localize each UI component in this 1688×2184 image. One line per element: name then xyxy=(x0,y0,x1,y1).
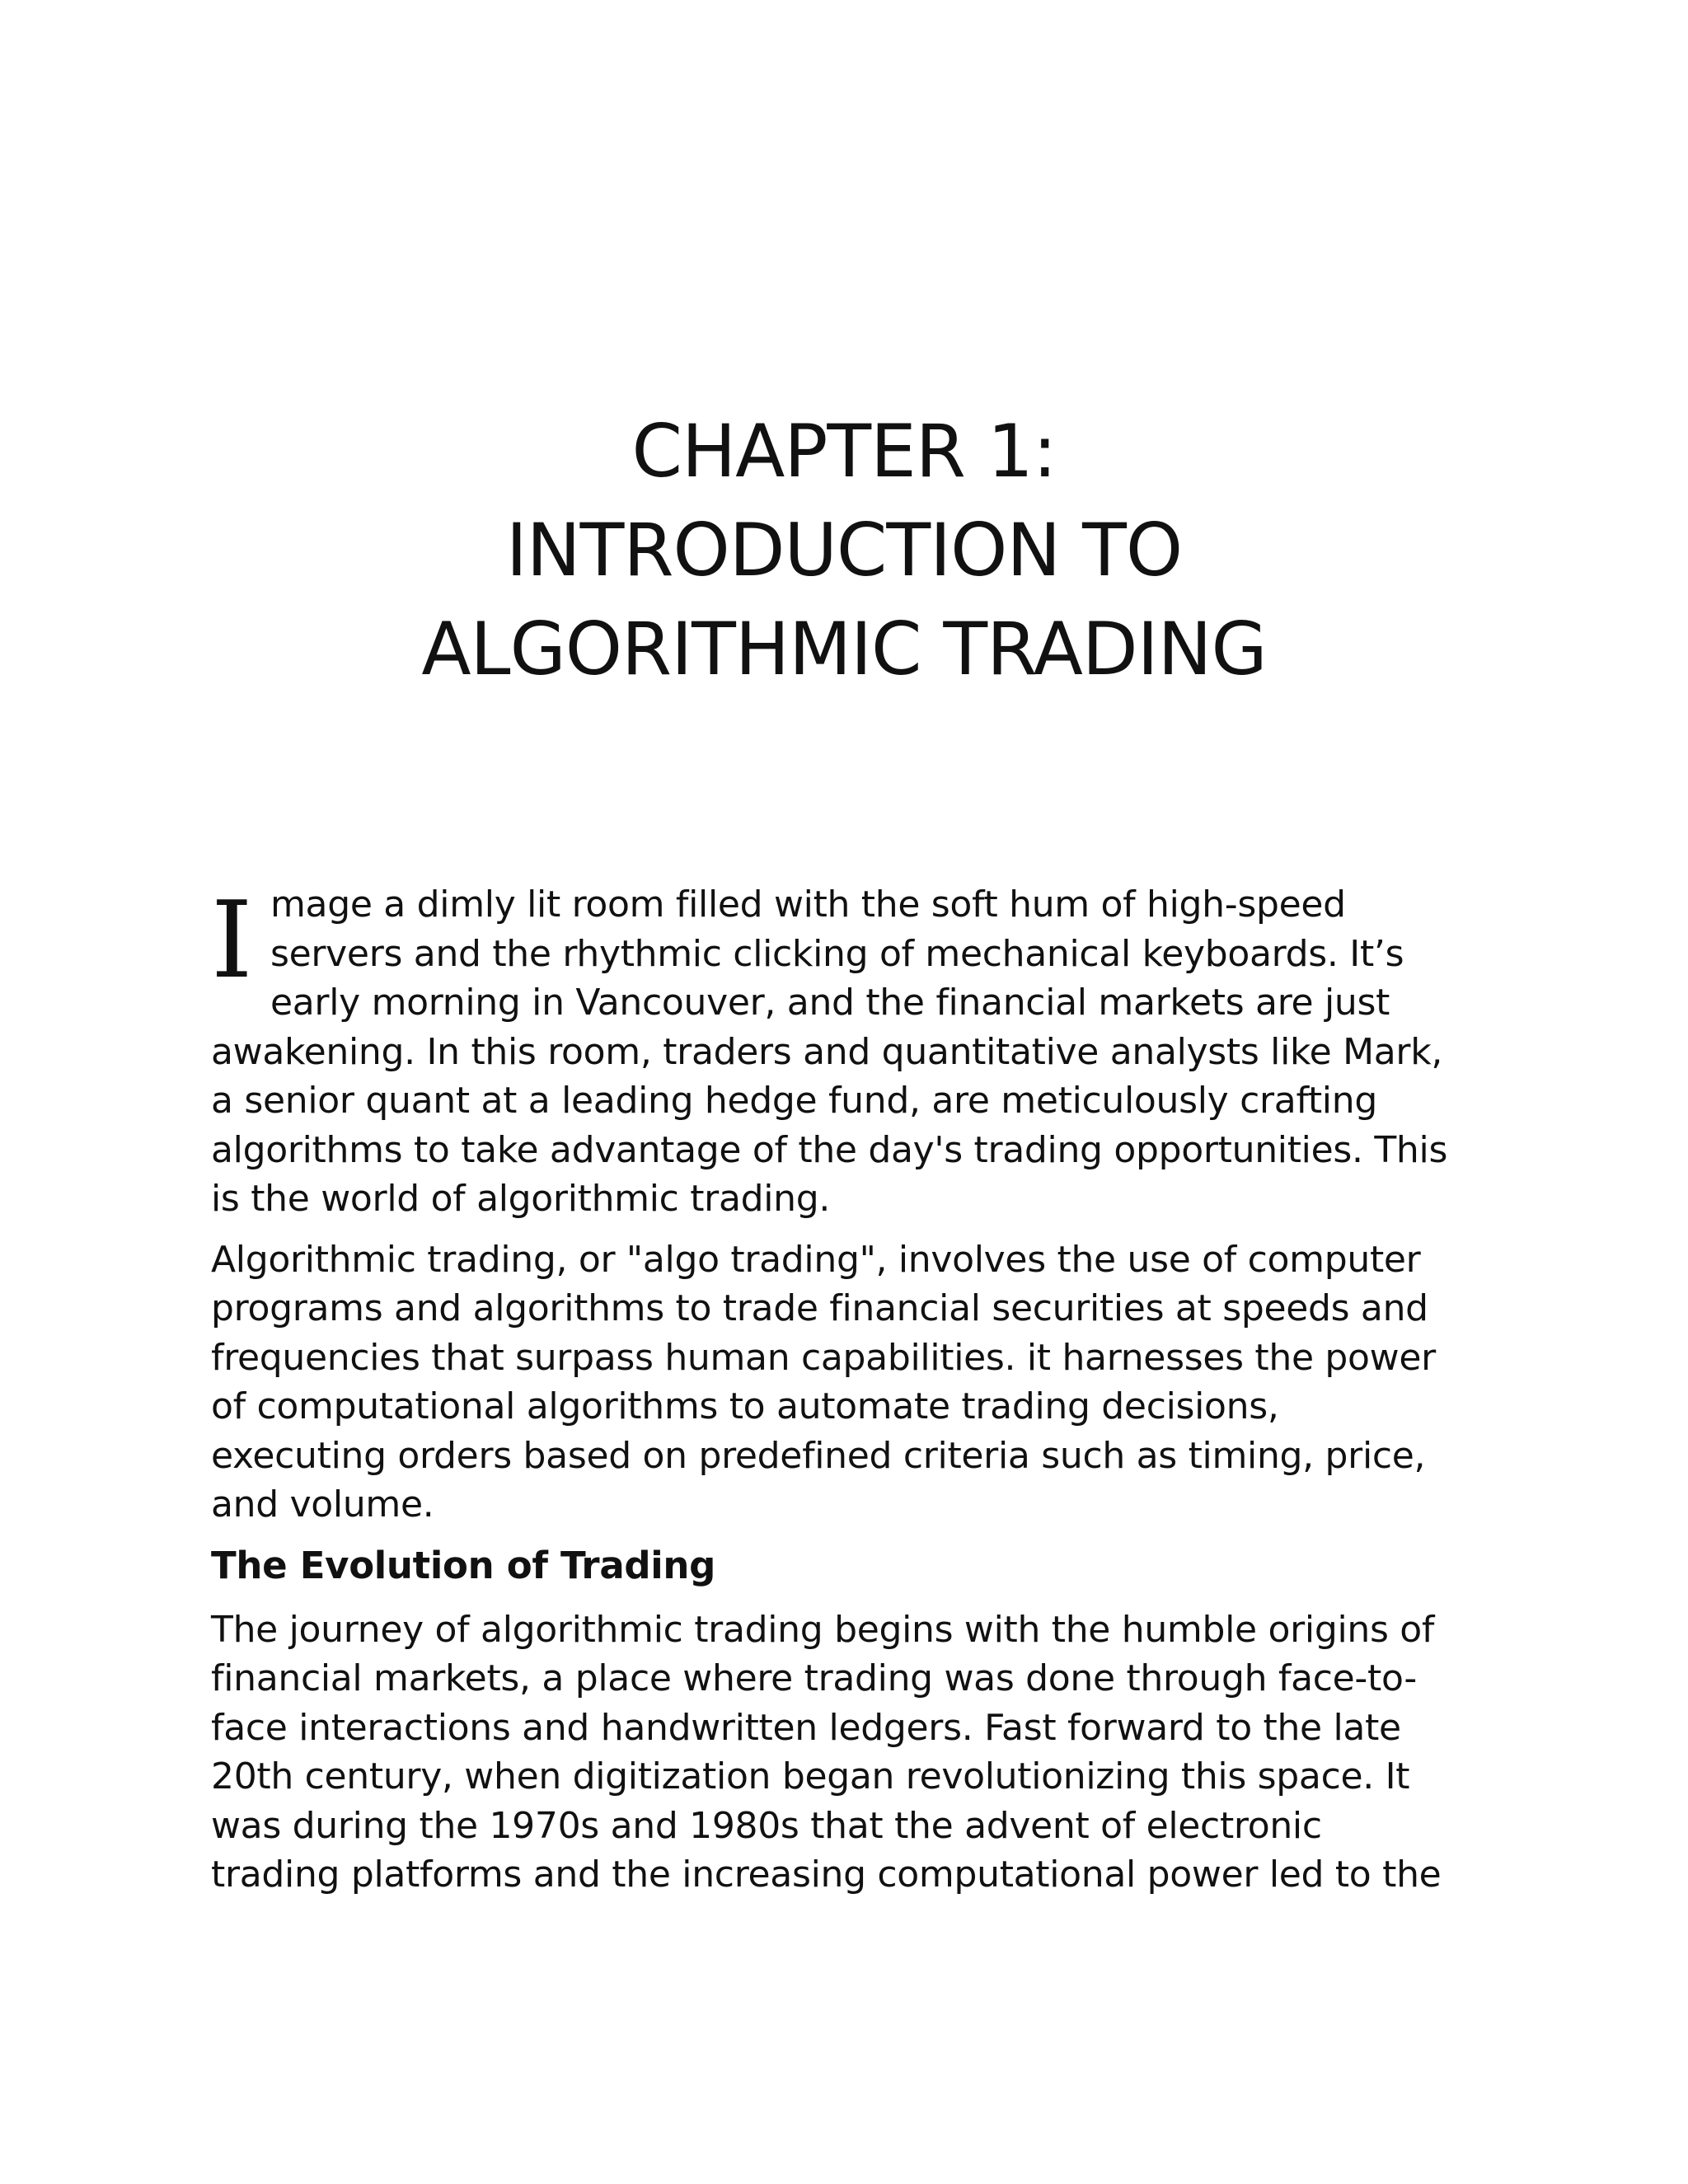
paragraph-line: servers and the rhythmic clicking of mechanical keyboards. It’s xyxy=(270,932,1404,975)
drop-cap: I xyxy=(211,879,253,1002)
paragraph-line: financial markets, a place where trading was done through face-to- xyxy=(211,1657,1417,1699)
paragraph-line: and volume. xyxy=(211,1483,434,1526)
intro-paragraph xyxy=(211,880,1456,1224)
paragraph-line: trading platforms and the increasing computational power led to the xyxy=(211,1854,1442,1896)
section-heading: The Evolution of Trading xyxy=(211,1543,716,1587)
paragraph-line: 20th century, when digitization began revolutionizing this space. It xyxy=(211,1755,1410,1797)
paragraph-line: Algorithmic trading, or "algo trading", involves the use of computer xyxy=(211,1238,1421,1281)
body-text xyxy=(211,880,1456,1900)
paragraph-line: a senior quant at a leading hedge fund, are meticulously crafting xyxy=(211,1080,1377,1122)
paragraph-line: mage a dimly lit room filled with the soft hum of high-speed xyxy=(270,883,1346,926)
paragraph-line: algorithms to take advantage of the day's trading opportunities. This xyxy=(211,1128,1448,1171)
drop-cap-block xyxy=(211,880,1456,1028)
paragraph-line: face interactions and handwritten ledgers. Fast forward to the late xyxy=(211,1706,1401,1749)
paragraph-line: programs and algorithms to trade financial securities at speeds and xyxy=(211,1287,1428,1329)
paragraph-line: frequencies that surpass human capabilities. it harnesses the power xyxy=(211,1336,1436,1379)
paragraph-line: of computational algorithms to automate trading decisions, xyxy=(211,1385,1279,1427)
paragraph-line: executing orders based on predefined criteria such as timing, price, xyxy=(211,1434,1426,1477)
paragraph-line: is the world of algorithmic trading. xyxy=(211,1178,831,1220)
chapter-title xyxy=(0,402,1688,699)
evolution-paragraph xyxy=(211,1605,1456,1900)
paragraph-line: was during the 1970s and 1980s that the advent of electronic xyxy=(211,1804,1322,1847)
paragraph-line: early morning in Vancouver, and the financial markets are just xyxy=(270,982,1390,1024)
chapter-title-line: CHAPTER 1: xyxy=(631,409,1057,494)
chapter-title-line: ALGORITHMIC TRADING xyxy=(421,607,1267,691)
chapter-title-line: INTRODUCTION TO xyxy=(505,508,1183,593)
definition-paragraph xyxy=(211,1235,1456,1530)
paragraph-line: The journey of algorithmic trading begins with the humble origins of xyxy=(211,1608,1435,1651)
paragraph-line: awakening. In this room, traders and quantitative analysts like Mark, xyxy=(211,1030,1443,1073)
